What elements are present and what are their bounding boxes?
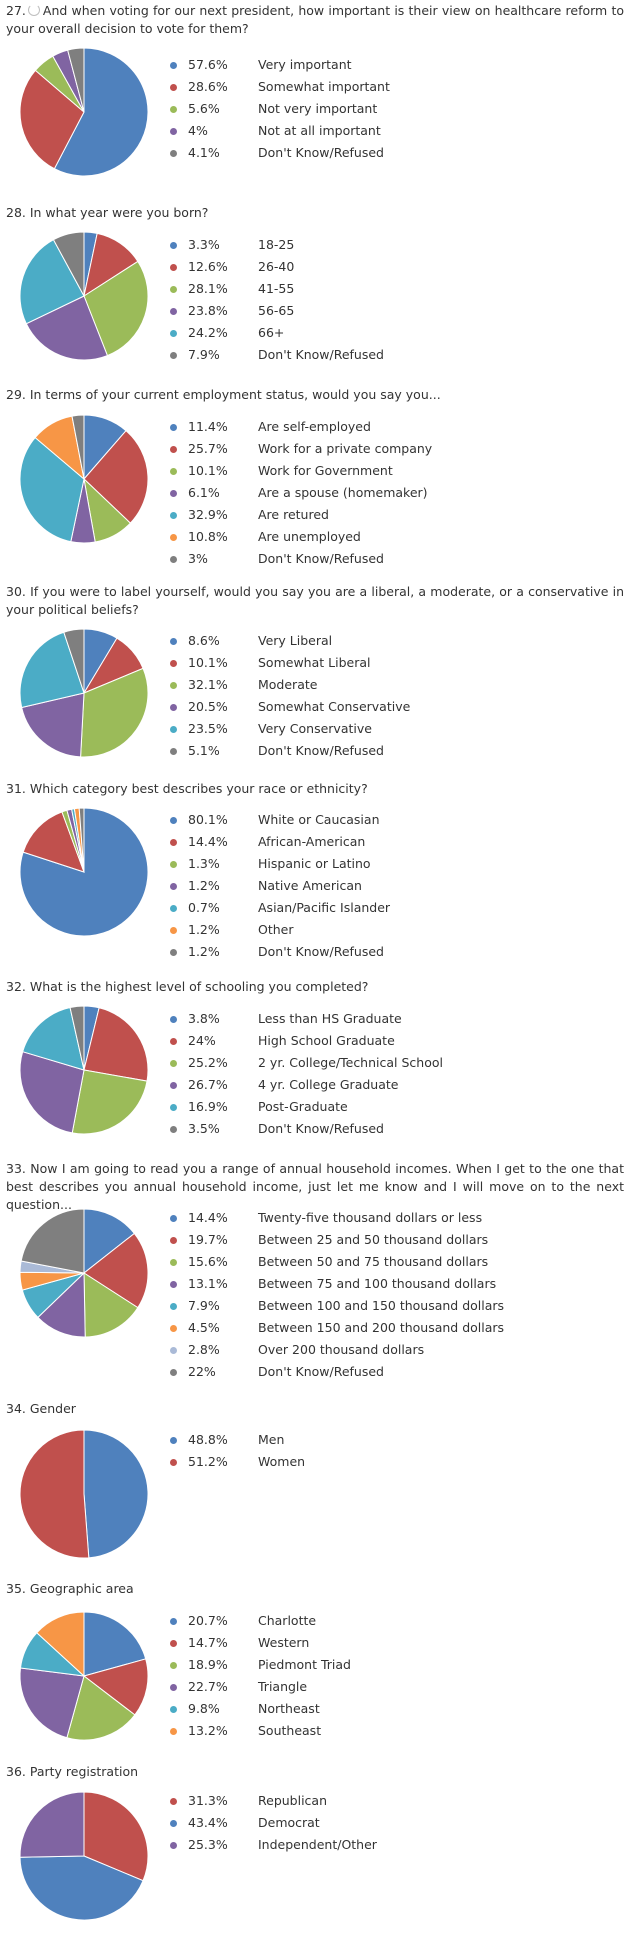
legend-percent: 14.4%	[188, 1210, 228, 1225]
legend-swatch	[170, 1215, 177, 1222]
legend-label: Don't Know/Refused	[258, 1364, 384, 1379]
legend-percent: 5.1%	[188, 743, 220, 758]
legend-label: Don't Know/Refused	[258, 551, 384, 566]
legend-label: White or Caucasian	[258, 812, 380, 827]
legend-percent: 0.7%	[188, 900, 220, 915]
legend-swatch	[170, 352, 177, 359]
legend-swatch	[170, 330, 177, 337]
legend-percent: 24%	[188, 1033, 216, 1048]
legend-swatch	[170, 264, 177, 271]
legend-swatch	[170, 242, 177, 249]
legend-percent: 32.1%	[188, 677, 228, 692]
legend-percent: 23.5%	[188, 721, 228, 736]
legend-percent: 28.6%	[188, 79, 228, 94]
legend-label: Not at all important	[258, 123, 381, 138]
legend-label: Don't Know/Refused	[258, 347, 384, 362]
legend-swatch	[170, 1728, 177, 1735]
pie-chart	[18, 413, 150, 545]
legend-label: Between 50 and 75 thousand dollars	[258, 1254, 489, 1269]
legend-label: 26-40	[258, 259, 295, 274]
legend-label: 41-55	[258, 281, 295, 296]
legend-label: Moderate	[258, 677, 318, 692]
legend-label: Are a spouse (homemaker)	[258, 485, 428, 500]
legend-percent: 25.3%	[188, 1837, 228, 1852]
legend-percent: 57.6%	[188, 57, 228, 72]
question-title: 35. Geographic area	[6, 1581, 134, 1596]
legend-swatch	[170, 682, 177, 689]
legend-label: Between 100 and 150 thousand dollars	[258, 1298, 505, 1313]
legend-swatch	[170, 556, 177, 563]
legend-label: Asian/Pacific Islander	[258, 900, 391, 915]
legend-swatch	[170, 1640, 177, 1647]
legend-swatch	[170, 1369, 177, 1376]
legend-label: Don't Know/Refused	[258, 1121, 384, 1136]
legend-label: Are retured	[258, 507, 329, 522]
legend-swatch	[170, 1259, 177, 1266]
legend-swatch	[170, 1237, 177, 1244]
legend-percent: 11.4%	[188, 419, 228, 434]
legend-percent: 28.1%	[188, 281, 228, 296]
legend-percent: 32.9%	[188, 507, 228, 522]
legend-label: Other	[258, 922, 294, 937]
legend-swatch	[170, 839, 177, 846]
legend-percent: 3%	[188, 551, 208, 566]
legend-percent: 31.3%	[188, 1793, 228, 1808]
legend-label: Between 75 and 100 thousand dollars	[258, 1276, 497, 1291]
question-title: 31. Which category best describes your race or ethnicity?	[6, 781, 368, 796]
pie-chart	[18, 230, 150, 362]
pie-chart	[18, 806, 150, 938]
legend-label: Are self-employed	[258, 419, 371, 434]
legend-label: Southeast	[258, 1723, 322, 1738]
legend-swatch	[170, 1281, 177, 1288]
legend-swatch	[170, 1060, 177, 1067]
legend-percent: 20.7%	[188, 1613, 228, 1628]
legend-percent: 1.2%	[188, 944, 220, 959]
legend-label: Very Conservative	[258, 721, 372, 736]
legend-label: Democrat	[258, 1815, 320, 1830]
legend-label: Charlotte	[258, 1613, 317, 1628]
legend-label: Are unemployed	[258, 529, 361, 544]
legend-percent: 19.7%	[188, 1232, 228, 1247]
legend-swatch	[170, 1820, 177, 1827]
legend-swatch	[170, 468, 177, 475]
legend-swatch	[170, 150, 177, 157]
legend-label: Hispanic or Latino	[258, 856, 371, 871]
legend-label: Less than HS Graduate	[258, 1011, 402, 1026]
pie-chart	[18, 1790, 150, 1922]
legend-swatch	[170, 927, 177, 934]
legend-label: Twenty-five thousand dollars or less	[258, 1210, 483, 1225]
question-text: And when voting for our next president, how important is their view on healthcare reform to your overall decision to vote for them?	[6, 3, 624, 36]
legend-swatch	[170, 1618, 177, 1625]
legend-percent: 9.8%	[188, 1701, 220, 1716]
legend-percent: 3.3%	[188, 237, 220, 252]
legend-label: Post-Graduate	[258, 1099, 348, 1114]
legend-label: Between 150 and 200 thousand dollars	[258, 1320, 505, 1335]
legend-swatch	[170, 62, 177, 69]
legend-label: Don't Know/Refused	[258, 944, 384, 959]
legend-label: Very Liberal	[258, 633, 333, 648]
legend-percent: 14.7%	[188, 1635, 228, 1650]
question-title: 36. Party registration	[6, 1764, 139, 1779]
pie-slice-1	[84, 1430, 148, 1558]
legend-label: Between 25 and 50 thousand dollars	[258, 1232, 489, 1247]
legend-label: Men	[258, 1432, 285, 1447]
legend-label: Work for a private company	[258, 441, 433, 456]
legend-label: African-American	[258, 834, 366, 849]
legend-swatch	[170, 1798, 177, 1805]
question-title: 28. In what year were you born?	[6, 205, 209, 220]
legend-label: Piedmont Triad	[258, 1657, 351, 1672]
legend-swatch	[170, 1459, 177, 1466]
legend-percent: 14.4%	[188, 834, 228, 849]
legend-swatch	[170, 424, 177, 431]
legend-swatch	[170, 106, 177, 113]
legend-label: Triangle	[258, 1679, 308, 1694]
legend-label: Somewhat Liberal	[258, 655, 371, 670]
legend-percent: 4%	[188, 123, 208, 138]
legend-swatch	[170, 638, 177, 645]
legend-swatch	[170, 726, 177, 733]
legend-label: High School Graduate	[258, 1033, 395, 1048]
legend-percent: 13.2%	[188, 1723, 228, 1738]
question-title: 32. What is the highest level of schooling you completed?	[6, 979, 369, 994]
legend-swatch	[170, 1706, 177, 1713]
legend-swatch	[170, 905, 177, 912]
legend-swatch	[170, 84, 177, 91]
legend-label: Over 200 thousand dollars	[258, 1342, 425, 1357]
legend-percent: 4.5%	[188, 1320, 220, 1335]
legend-percent: 7.9%	[188, 1298, 220, 1313]
legend-swatch	[170, 660, 177, 667]
legend-swatch	[170, 286, 177, 293]
pie-slice-2	[20, 1430, 89, 1558]
legend-percent: 13.1%	[188, 1276, 228, 1291]
legend-percent: 22.7%	[188, 1679, 228, 1694]
legend-swatch	[170, 1684, 177, 1691]
legend-swatch	[170, 1038, 177, 1045]
legend-percent: 51.2%	[188, 1454, 228, 1469]
legend-label: Somewhat important	[258, 79, 390, 94]
legend-swatch	[170, 817, 177, 824]
legend-swatch	[170, 1842, 177, 1849]
legend-label: Not very important	[258, 101, 378, 116]
question-title: 33. Now I am going to read you a range of annual household incomes. When I get to the one that best describes you annual household income, just let me know and I will move on to the next question...	[6, 1161, 624, 1212]
legend-label: Native American	[258, 878, 362, 893]
legend-label: Independent/Other	[258, 1837, 377, 1852]
question-title: 34. Gender	[6, 1401, 76, 1416]
legend-swatch	[170, 534, 177, 541]
legend-percent: 1.2%	[188, 922, 220, 937]
legend-percent: 1.3%	[188, 856, 220, 871]
legend-label: Don't Know/Refused	[258, 145, 384, 160]
legend-swatch	[170, 128, 177, 135]
legend-percent: 8.6%	[188, 633, 220, 648]
pie-chart	[18, 1610, 150, 1742]
pie-slice-3	[72, 1070, 147, 1134]
question-title: 29. In terms of your current employment status, would you say you...	[6, 387, 441, 402]
legend-percent: 10.8%	[188, 529, 228, 544]
legend-percent: 23.8%	[188, 303, 228, 318]
legend-swatch	[170, 1082, 177, 1089]
legend-percent: 48.8%	[188, 1432, 228, 1447]
legend-label: Somewhat Conservative	[258, 699, 411, 714]
legend-percent: 3.8%	[188, 1011, 220, 1026]
pie-chart	[18, 1207, 150, 1339]
legend-swatch	[170, 748, 177, 755]
legend-percent: 6.1%	[188, 485, 220, 500]
legend-swatch	[170, 1325, 177, 1332]
pie-slice-3	[20, 1792, 84, 1857]
legend-percent: 4.1%	[188, 145, 220, 160]
legend-percent: 15.6%	[188, 1254, 228, 1269]
legend-swatch	[170, 512, 177, 519]
legend-swatch	[170, 1016, 177, 1023]
legend-label: Very important	[258, 57, 352, 72]
legend-label: 56-65	[258, 303, 295, 318]
legend-percent: 43.4%	[188, 1815, 228, 1830]
legend-swatch	[170, 704, 177, 711]
question-number: 27.	[6, 3, 26, 18]
pie-chart	[18, 627, 150, 759]
legend-percent: 24.2%	[188, 325, 228, 340]
legend-percent: 3.5%	[188, 1121, 220, 1136]
legend-label: 2 yr. College/Technical School	[258, 1055, 443, 1070]
legend-label: 18-25	[258, 237, 295, 252]
pie-chart	[18, 46, 150, 178]
legend-percent: 12.6%	[188, 259, 228, 274]
legend-swatch	[170, 1303, 177, 1310]
legend-label: 66+	[258, 325, 285, 340]
legend-percent: 25.7%	[188, 441, 228, 456]
legend-swatch	[170, 1126, 177, 1133]
question-title	[6, 2, 624, 38]
legend-label: Republican	[258, 1793, 328, 1808]
question-title: 30. If you were to label yourself, would you say you are a liberal, a moderate, or a conservative in your political beliefs?	[6, 584, 624, 617]
legend-swatch	[170, 949, 177, 956]
legend-percent: 25.2%	[188, 1055, 228, 1070]
pie-chart	[18, 1004, 150, 1136]
legend-swatch	[170, 490, 177, 497]
legend-swatch	[170, 1347, 177, 1354]
legend-label: 4 yr. College Graduate	[258, 1077, 399, 1092]
legend-percent: 18.9%	[188, 1657, 228, 1672]
legend-percent: 1.2%	[188, 878, 220, 893]
legend-percent: 22%	[188, 1364, 216, 1379]
legend-percent: 26.7%	[188, 1077, 228, 1092]
legend-swatch	[170, 1662, 177, 1669]
legend-percent: 7.9%	[188, 347, 220, 362]
legend-percent: 80.1%	[188, 812, 228, 827]
legend-label: Don't Know/Refused	[258, 743, 384, 758]
legend-label: Work for Government	[258, 463, 393, 478]
legend-percent: 2.8%	[188, 1342, 220, 1357]
legend-percent: 16.9%	[188, 1099, 228, 1114]
legend-percent: 5.6%	[188, 101, 220, 116]
legend-label: Northeast	[258, 1701, 320, 1716]
legend-swatch	[170, 446, 177, 453]
legend-percent: 20.5%	[188, 699, 228, 714]
legend-swatch	[170, 308, 177, 315]
legend-label: Women	[258, 1454, 306, 1469]
legend-swatch	[170, 1437, 177, 1444]
legend-swatch	[170, 883, 177, 890]
refresh-icon	[28, 4, 40, 16]
legend-percent: 10.1%	[188, 463, 228, 478]
legend-percent: 10.1%	[188, 655, 228, 670]
legend-swatch	[170, 1104, 177, 1111]
pie-chart	[18, 1428, 150, 1560]
legend-swatch	[170, 861, 177, 868]
legend-label: Western	[258, 1635, 310, 1650]
